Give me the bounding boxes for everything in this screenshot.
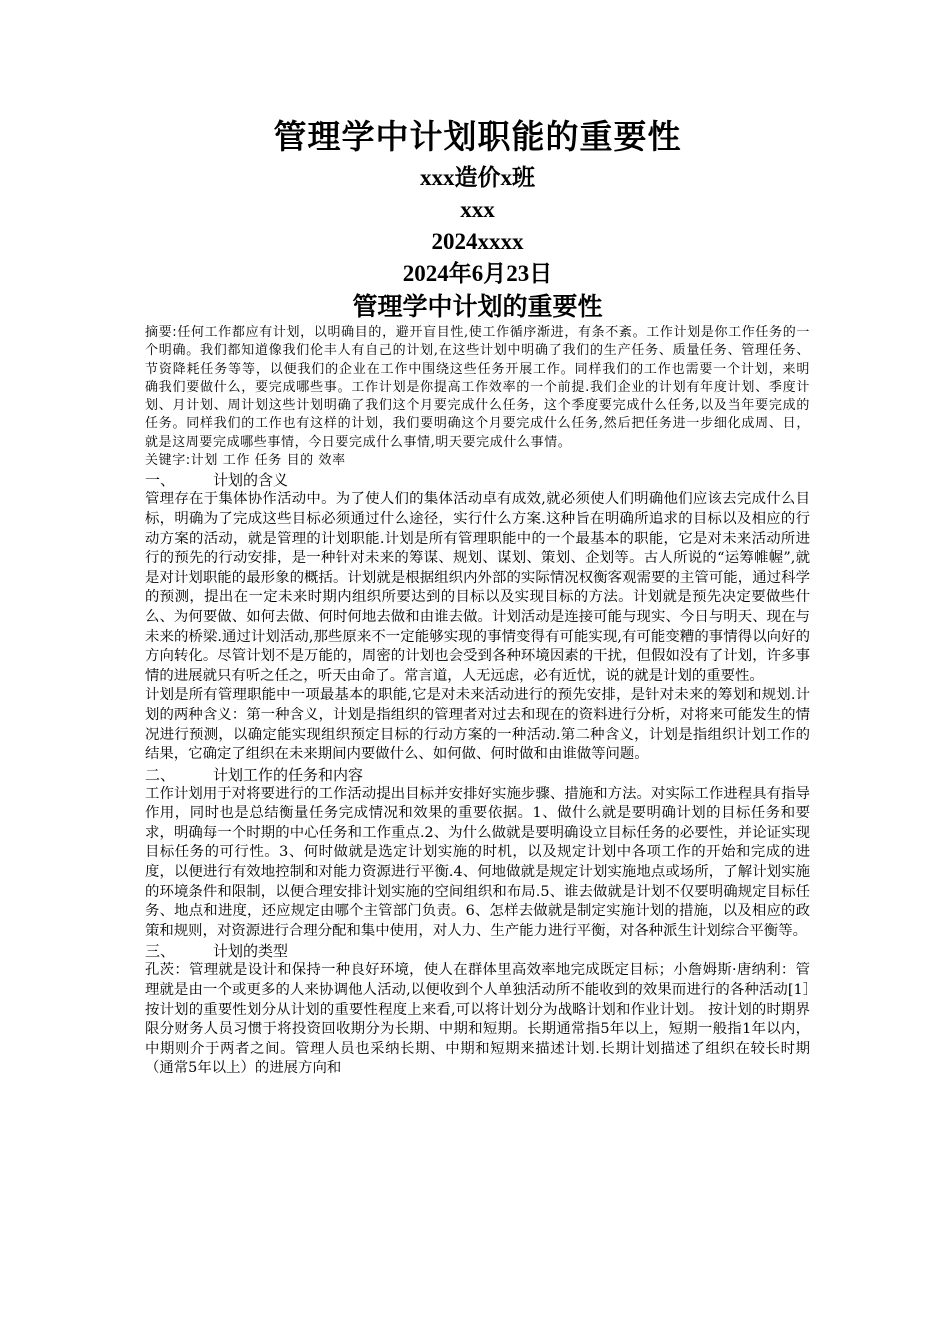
keywords-text: 计划 工作 任务 目的 效率 bbox=[190, 453, 346, 469]
student-id: 2024xxxx bbox=[431, 229, 524, 254]
section-2-paragraph-1: 工作计划用于对将要进行的工作活动提出目标并安排好实施步骤、措施和方法。对实际工作进程具有指导作用，同时也是总结衡量任务完成情况和效果的重要依据。1、做什么就是要明确计划的目标任务和要求，明确每一个时期的中心任务和工作重点.2、为什么做就是要明确设立目标任务的必要性，并论证实现目标任务的可行性。3、何时做就是选定计划实施的时机，以及规定计划中各项工作的开始和完成的进度，以便进行有效地控制和对能力资源进行平衡.4、何地做就是规定计划实施地点或场所，了解计划实施的环境条件和限制，以便合理安排计划实施的空间组织和布局.5、谁去做就是计划不仅要明确规定目标任务、地点和进度，还应规定由哪个主管部门负责。6、怎样去做就是制定实施计划的措施，以及相应的政策和规则，对资源进行合理分配和集中使用，对人力、生产能力进行平衡，对各种派生计划综合平衡等。 bbox=[145, 785, 810, 939]
section-heading-3 bbox=[145, 941, 810, 961]
keywords bbox=[145, 452, 810, 470]
section-number: 二、 bbox=[145, 765, 176, 784]
section-title: 计划的含义 bbox=[213, 471, 289, 490]
document-title: 管理学中计划职能的重要性 bbox=[273, 117, 682, 156]
section-3-paragraph-1: 孔茨：管理就是设计和保持一种良好环境，使人在群体里高效率地完成既定目标；小詹姆斯·唐纳利：管理就是由一个或更多的人来协调他人活动,以便收到个人单独活动所不能收到的效果而进行的各种活动[1］按计划的重要性划分从计划的重要性程度上来看,可以将计划分为战略计划和作业计划。 按计划的时期界限分财务人员习惯于将投资回收期分为长期、中期和短期。长期通常指5年以上，短期一般指1年以内，中期则介于两者之间。管理人员也采纳长期、中期和短期来描述计划.长期计划描述了组织在较长时期（通常5年以上）的进展方向和 bbox=[145, 962, 810, 1077]
section-1-paragraph-1: 管理存在于集体协作活动中。为了使人们的集体活动卓有成效,就必须使人们明确他们应该去完成什么目标，明确为了完成这些目标必须通过什么途径，实行什么方案.这种旨在明确所追求的目标以及相应的行动方案的活动，就是管理的计划职能.计划是所有管理职能中的一个最基本的职能，它是对未来活动所进行的预先的行动安排，是一种针对未来的筹谋、规划、谋划、策划、企划等。古人所说的“运筹帷幄”,就是对计划职能的最形象的概括。计划就是根据组织内外部的实际情况权衡客观需要的主管可能，通过科学的预测，提出在一定未来时期内组织所要达到的目标以及实现目标的方法。计划就是预先决定要做些什么、为何要做、如何去做、何时何地去做和由谁去做。计划活动是连接可能与现实、今日与明天、现在与未来的桥梁.通过计划活动,那些原来不一定能够实现的事情变得有可能实现,有可能变糟的事情得以向好的方向转化。尽管计划不是万能的，周密的计划也会受到各种环境因素的干扰，但假如没有了计划，许多事情的进展就只有听之任之，听天由命了。常言道，人无远虑，必有近忧，说的就是计划的重要性。 bbox=[145, 491, 810, 684]
abstract-text: 任何工作都应有计划，以明确目的，避开盲目性,使工作循序渐进，有条不紊。工作计划是你工作任务的一个明确。我们都知道像我们伦丰人有自己的计划,在这些计划中明确了我们的生产任务、质量任务、管理任务、节资降耗任务等等，以便我们的企业在工作中围绕这些任务开展工作。同样我们的工作也需要一个计划，来明确我们要做什么，要完成哪些事。工作计划是你提高工作效率的一个前提.我们企业的计划有年度计划、季度计划、月计划、周计划这些计划明确了我们这个月要完成什么任务，这个季度要完成什么任务,以及当年要完成的任务。同样我们的工作也有这样的计划，我们要明确这个月要完成什么任务,然后把任务进一步细化成周、日，就是这周要完成哪些事情，今日要完成什么事情,明天要完成什么事情。 bbox=[145, 325, 810, 450]
document-subtitle: 管理学中计划的重要性 bbox=[352, 292, 603, 321]
section-heading-1 bbox=[145, 470, 810, 490]
class-line: xxx造价x班 bbox=[420, 165, 535, 190]
section-title: 计划工作的任务和内容 bbox=[213, 765, 364, 784]
section-1-paragraph-2: 计划是所有管理职能中一项最基本的职能,它是对未来活动进行的预先安排，是针对未来的筹划和规划.计划的两种含义：第一种含义，计划是指组织的管理者对过去和现在的资料进行分析，对将来可能发生的情况进行预测，以确定能实现组织预定目标的行动方案的一种活动.第二种含义，计划是指组织计划工作的结果，它确定了组织在未来期间内要做什么、如何做、何时做和由谁做等问题。 bbox=[145, 687, 810, 763]
section-number: 三、 bbox=[145, 942, 176, 961]
document-date: 2024年6月23日 bbox=[402, 261, 553, 286]
document-page bbox=[145, 112, 810, 1079]
author-name: xxx bbox=[460, 197, 495, 222]
section-number: 一、 bbox=[145, 471, 176, 490]
section-heading-2 bbox=[145, 765, 810, 785]
abstract-label: 摘要: bbox=[145, 325, 178, 340]
section-title: 计划的类型 bbox=[213, 942, 289, 961]
abstract bbox=[145, 324, 810, 452]
keywords-label: 关键字: bbox=[145, 453, 191, 469]
